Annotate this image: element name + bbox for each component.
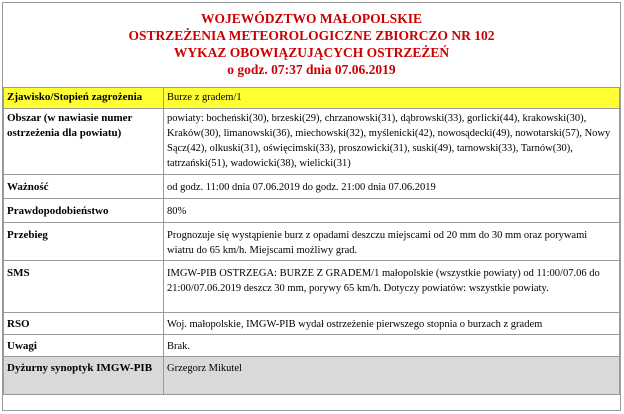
sms-value: IMGW-PIB OSTRZEGA: BURZE Z GRADEM/1 małopolskie (wszystkie powiaty) od 11:00/07.06 do 21:00/07.06.2019 deszcz 30 mm, porywy 65 km/h. Dotyczy powiatów: wszystkie powiaty. — [164, 261, 620, 313]
area-label: Obszar (w nawiasie numer ostrzeżenia dla powiatu) — [4, 109, 164, 175]
warning-table — [3, 87, 620, 395]
area-value: powiaty: bocheński(30), brzeski(29), chrzanowski(31), dąbrowski(33), gorlicki(44), krakowski(30), Kraków(30), limanowski(36), miechowski(32), myślenicki(42), nowosądecki(49), nowotarski(57), Nowy Sącz(42), olkuski(31), oświęcimski(33), proszowicki(31), suski(49), tarnowski(33), Tarnów(30), tatrzański(51), wadowicki(38), wielicki(31) — [164, 109, 620, 175]
table-row-area — [4, 109, 620, 175]
course-value: Prognozuje się wystąpienie burz z opadami deszczu miejscami od 20 mm do 30 mm oraz porywami wiatru do 65 km/h. Miejscami możliwy grad. — [164, 223, 620, 261]
rso-label: RSO — [4, 313, 164, 335]
validity-value: od godz. 11:00 dnia 07.06.2019 do godz. 21:00 dnia 07.06.2019 — [164, 175, 620, 199]
table-row-notes — [4, 335, 620, 357]
validity-label: Ważność — [4, 175, 164, 199]
notes-value: Brak. — [164, 335, 620, 357]
header-region-title: WOJEWÓDZTWO MAŁOPOLSKIE — [201, 11, 422, 26]
table-row-sms — [4, 261, 620, 313]
phenomenon-value: Burze z gradem/1 — [164, 88, 620, 109]
rso-value: Woj. małopolskie, IMGW-PIB wydał ostrzeżenie pierwszego stopnia o burzach z gradem — [164, 313, 620, 335]
phenomenon-label: Zjawisko/Stopień zagrożenia — [4, 88, 164, 109]
header-list-title: WYKAZ OBOWIĄZUJĄCYCH OSTRZEŻEŃ — [173, 45, 450, 60]
notes-label: Uwagi — [4, 335, 164, 357]
probability-value: 80% — [164, 199, 620, 223]
table-row-phenomenon — [4, 88, 620, 109]
sms-label: SMS — [4, 261, 164, 313]
table-row-rso — [4, 313, 620, 335]
forecaster-value: Grzegorz Mikutel — [164, 357, 620, 395]
warning-document — [2, 2, 621, 411]
table-row-course — [4, 223, 620, 261]
probability-label: Prawdopodobieństwo — [4, 199, 164, 223]
course-label: Przebieg — [4, 223, 164, 261]
document-header — [3, 3, 620, 81]
header-bulletin-title: OSTRZEŻENIA METEOROLOGICZNE ZBIORCZO NR 102 — [128, 28, 495, 43]
table-row-forecaster — [4, 357, 620, 395]
table-row-validity — [4, 175, 620, 199]
table-row-probability — [4, 199, 620, 223]
forecaster-label: Dyżurny synoptyk IMGW-PIB — [4, 357, 164, 395]
header-issue-time: o godz. 07:37 dnia 07.06.2019 — [227, 62, 396, 77]
